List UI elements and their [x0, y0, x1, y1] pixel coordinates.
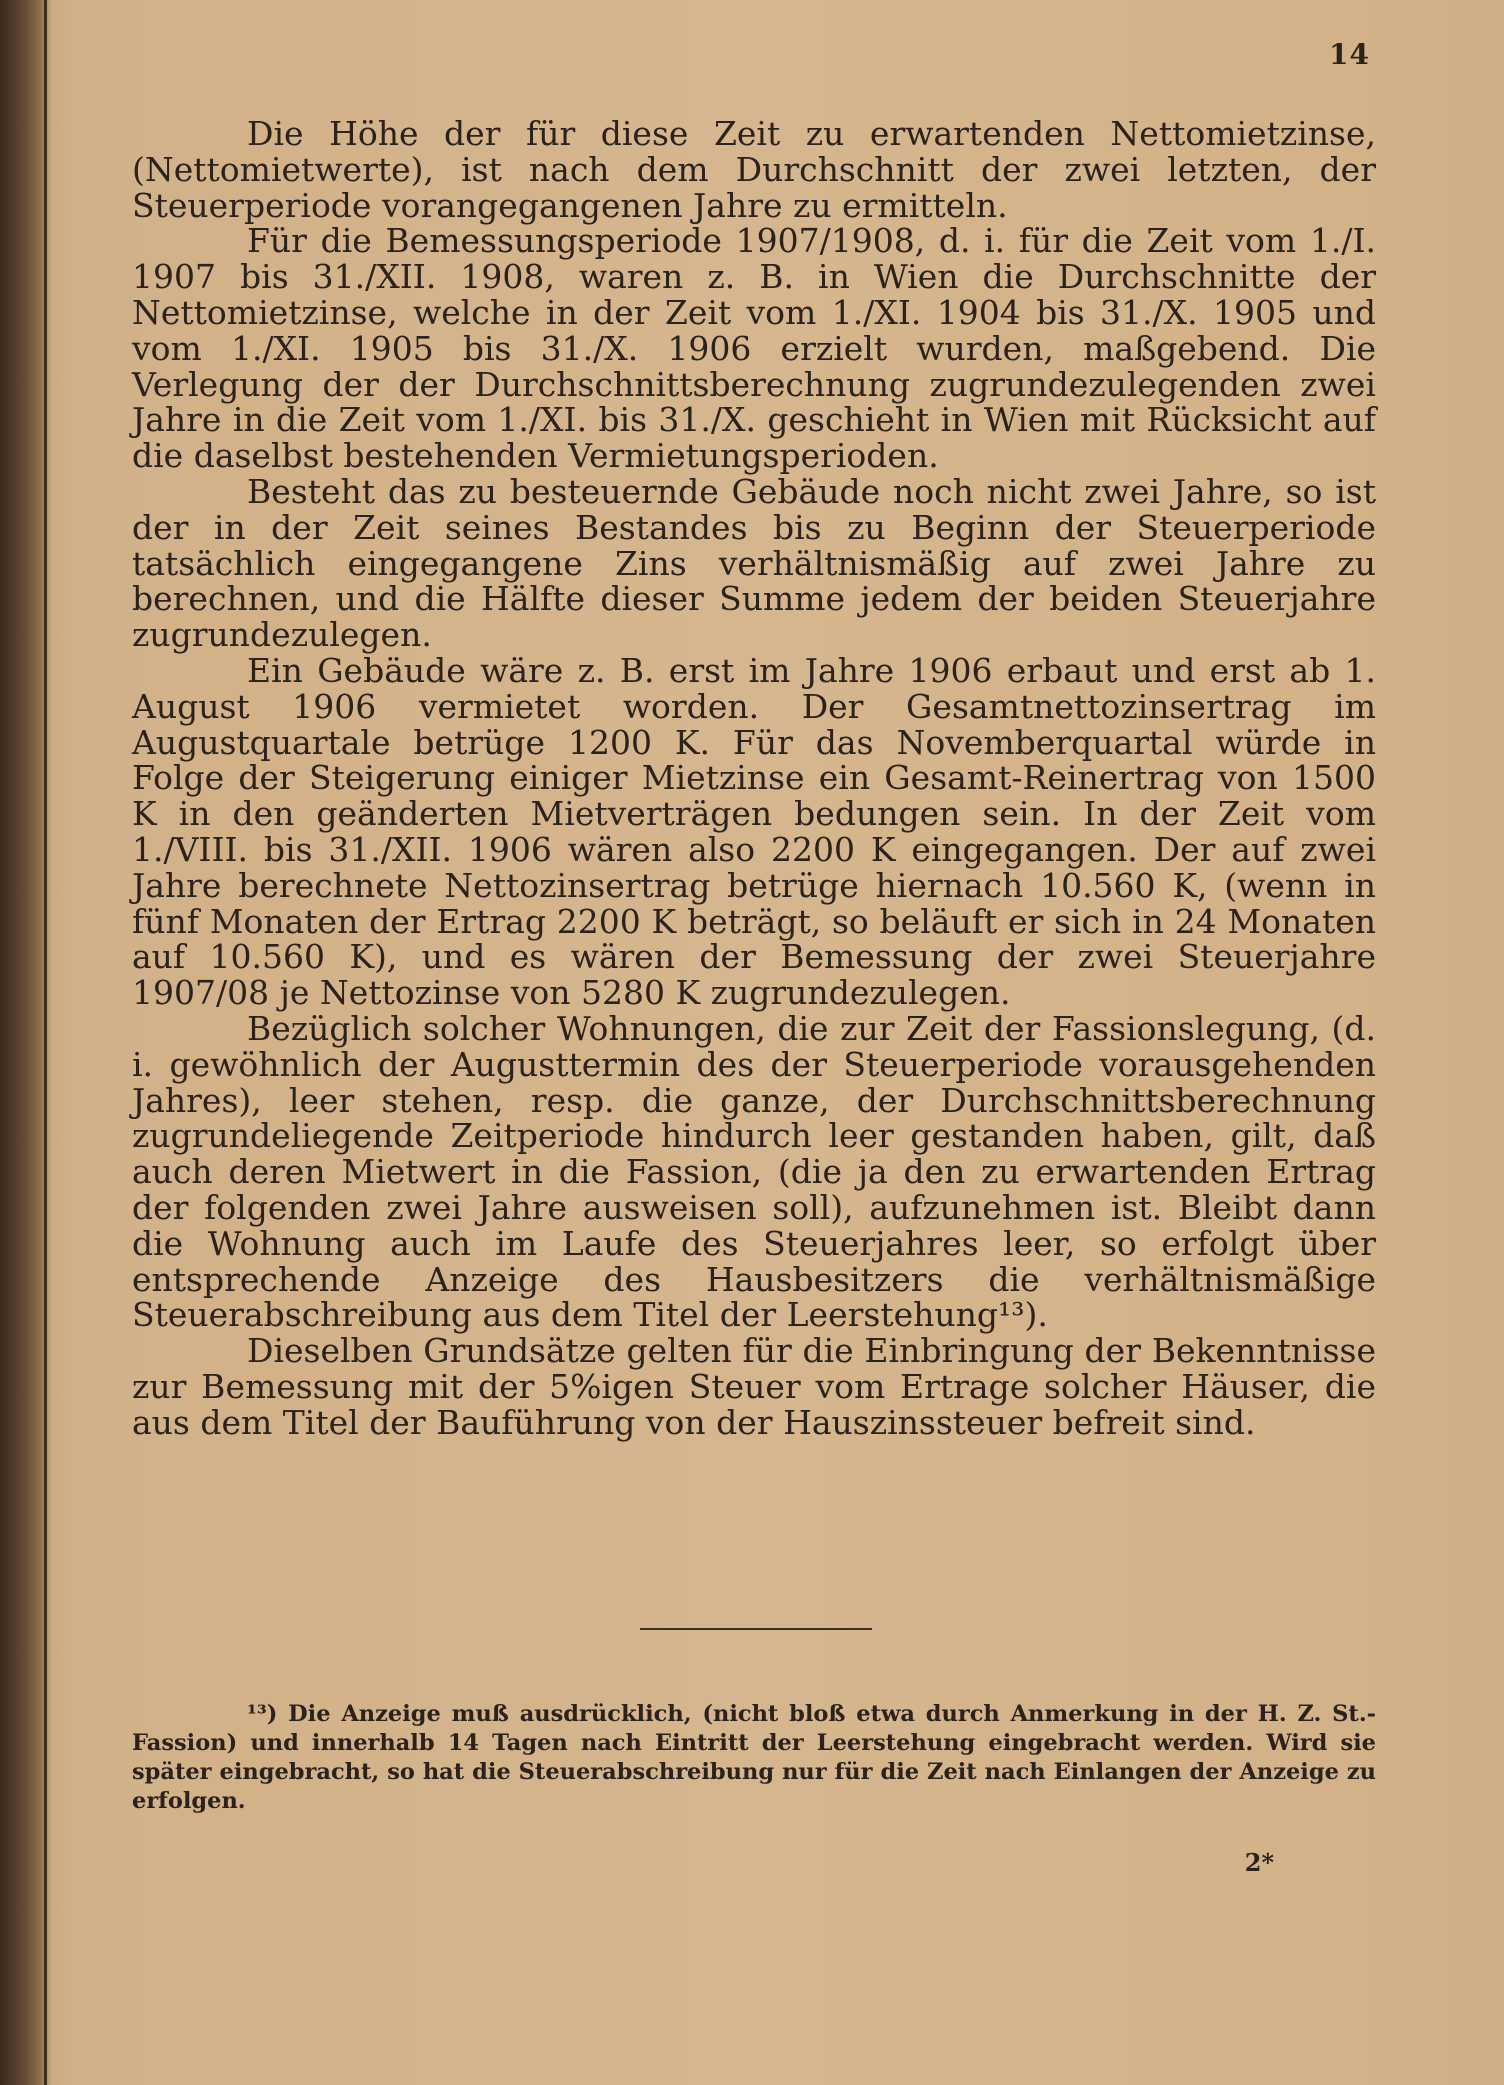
paragraph-4: Ein Gebäude wäre z. B. erst im Jahre 1906 erbaut und erst ab 1. August 1906 vermietet worden. Der Gesamtnettozinsertrag im Augustquartale betrüge 1200 K. Für das Novemberquartal würde in Folge der Steigerung einiger Mietzinse ein Gesamt-Reinertrag von 1500 K in den geänderten Mietverträgen bedungen sein. In der Zeit vom 1./VIII. bis 31./XII. 1906 wären also 2200 K eingegangen. Der auf zwei Jahre berechnete Nettozinsertrag betrüge hiernach 10.560 K, (wenn in fünf Monaten der Ertrag 2200 K beträgt, so beläuft er sich in 24 Monaten auf 10.560 K), und es wären der Bemessung der zwei Steuerjahre 1907/08 je Nettozinse von 5280 K zugrundezulegen.: [132, 650, 1376, 1013]
paragraph-2: Für die Bemessungsperiode 1907/1908, d. i. für die Zeit vom 1./I. 1907 bis 31./XII. 1908, waren z. B. in Wien die Durchschnitte der Nettomietzinse, welche in der Zeit vom 1./XI. 1904 bis 31./X. 1905 und vom 1./XI. 1905 bis 31./X. 1906 erzielt wurden, maßgebend. Die Verlegung der der Durchschnittsberechnung zugrundezulegenden zwei Jahre in die Zeit vom 1./XI. bis 31./X. geschieht in Wien mit Rücksicht auf die daselbst bestehenden Vermietungsperioden.: [132, 221, 1376, 476]
footnote-separator: [640, 1628, 872, 1630]
signature-mark: 2*: [1244, 1848, 1274, 1877]
binding-edge: [44, 0, 47, 2085]
paragraph-6: Dieselben Grundsätze gelten für die Einbringung der Bekenntnisse zur Bemessung mit der 5%igen Steuer vom Ertrage solcher Häuser, die aus dem Titel der Bauführung von der Hauszinssteuer befreit sind.: [132, 1331, 1376, 1442]
paragraph-5: Bezüglich solcher Wohnungen, die zur Zeit der Fassionslegung, (d. i. gewöhnlich der Augusttermin des der Steuerperiode vorausgehenden Jahres), leer stehen, resp. die ganze, der Durchschnittsberechnung zugrundeliegende Zeitperiode hindurch leer gestanden haben, gilt, daß auch deren Mietwert in die Fassion, (die ja den zu erwartenden Ertrag der folgenden zwei Jahre ausweisen soll), aufzunehmen ist. Bleibt dann die Wohnung auch im Laufe des Steuerjahres leer, so erfolgt über entsprechende Anzeige des Hausbesitzers die verhältnismäßige Steuerabschreibung aus dem Titel der Leerstehung¹³).: [132, 1008, 1376, 1335]
footnote: [132, 1700, 1376, 1816]
main-text: [132, 116, 1376, 1440]
paragraph-3: Besteht das zu besteuernde Gebäude noch nicht zwei Jahre, so ist der in der Zeit seines Bestandes bis zu Beginn der Steuerperiode tatsächlich eingegangene Zins verhältnismäßig auf zwei Jahre zu berechnen, und die Hälfte dieser Summe jedem der beiden Steuerjahre zugrundezulegen.: [132, 471, 1376, 655]
paragraph-1: Die Höhe der für diese Zeit zu erwartenden Nettomietzinse, (Nettomietwerte), ist nach dem Durchschnitt der zwei letzten, der Steuerperiode vorangegangenen Jahre zu ermitteln.: [132, 114, 1376, 225]
page-number: 14: [1329, 38, 1370, 71]
footnote-13: ¹³) Die Anzeige muß ausdrücklich, (nicht bloß etwa durch Anmerkung in der H. Z. St.-Fassion) und innerhalb 14 Tagen nach Eintritt der Leerstehung eingebracht werden. Wird sie später eingebracht, so hat die Steuerabschreibung nur für die Zeit nach Einlangen der Anzeige zu erfolgen.: [132, 1701, 1376, 1814]
